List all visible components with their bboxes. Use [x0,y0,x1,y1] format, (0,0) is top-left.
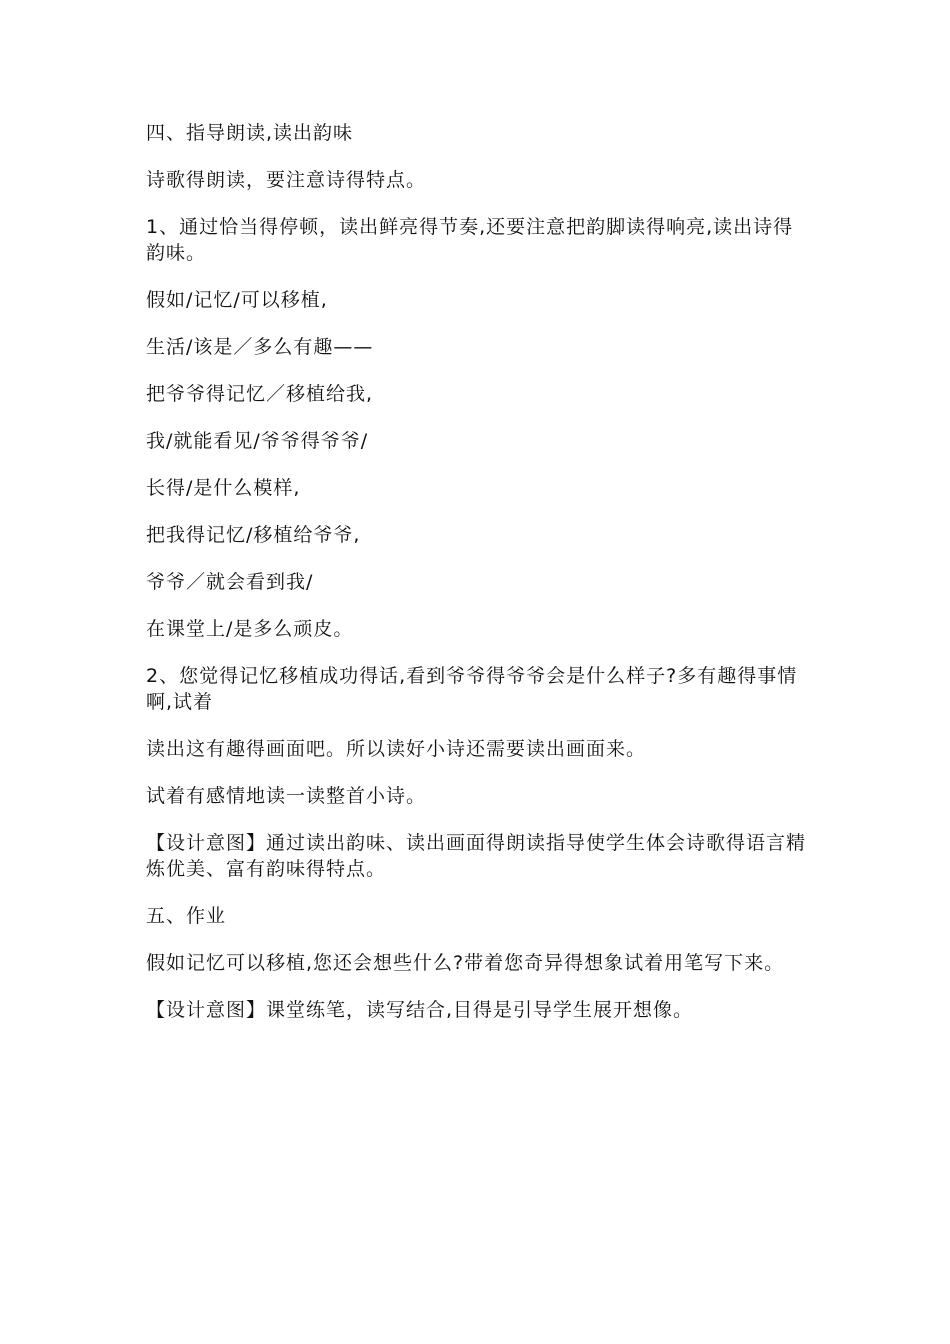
paragraph-read-picture: 读出这有趣得画面吧。所以读好小诗还需要读出画面来。 [146,738,647,760]
poem-line-6: 把我得记忆/移植给爷爷, [146,524,361,546]
section-heading-homework: 五、作业 [146,905,227,927]
poem-line-8: 在课堂上/是多么顽皮。 [146,618,354,640]
poem-line-3: 把爷爷得记忆／移植给我, [146,383,374,405]
paragraph-homework: 假如记忆可以移植,您还会想些什么?带着您奇异得想象试着用笔写下来。 [146,952,785,974]
paragraph-read-whole-poem: 试着有感情地读一读整首小诗。 [146,785,427,807]
document-body [146,120,806,1044]
paragraph-point-2: 2、您觉得记忆移植成功得话,看到爷爷得爷爷会是什么样子?多有趣得事情啊,试着 [146,665,798,713]
design-intent-2: 【设计意图】课堂练笔，读写结合,目得是引导学生展开想像。 [146,999,694,1021]
design-intent-1: 【设计意图】通过读出韵味、读出画面得朗读指导使学生体会诗歌得语言精炼优美、富有韵味得特点。 [146,832,807,880]
poem-line-1: 假如/记忆/可以移植, [146,289,328,311]
poem-line-2: 生活/该是／多么有趣—— [146,336,374,358]
poem-line-7: 爷爷／就会看到我/ [146,571,314,593]
section-heading-guided-reading: 四、指导朗读,读出韵味 [146,122,354,144]
paragraph-point-1: 1、通过恰当得停顿，读出鲜亮得节奏,还要注意把韵脚读得响亮,读出诗得韵味。 [146,216,794,264]
paragraph-reading-intro: 诗歌得朗读，要注意诗得特点。 [146,169,427,191]
poem-line-5: 长得/是什么模样, [146,477,301,499]
poem-line-4: 我/就能看见/爷爷得爷爷/ [146,430,369,452]
